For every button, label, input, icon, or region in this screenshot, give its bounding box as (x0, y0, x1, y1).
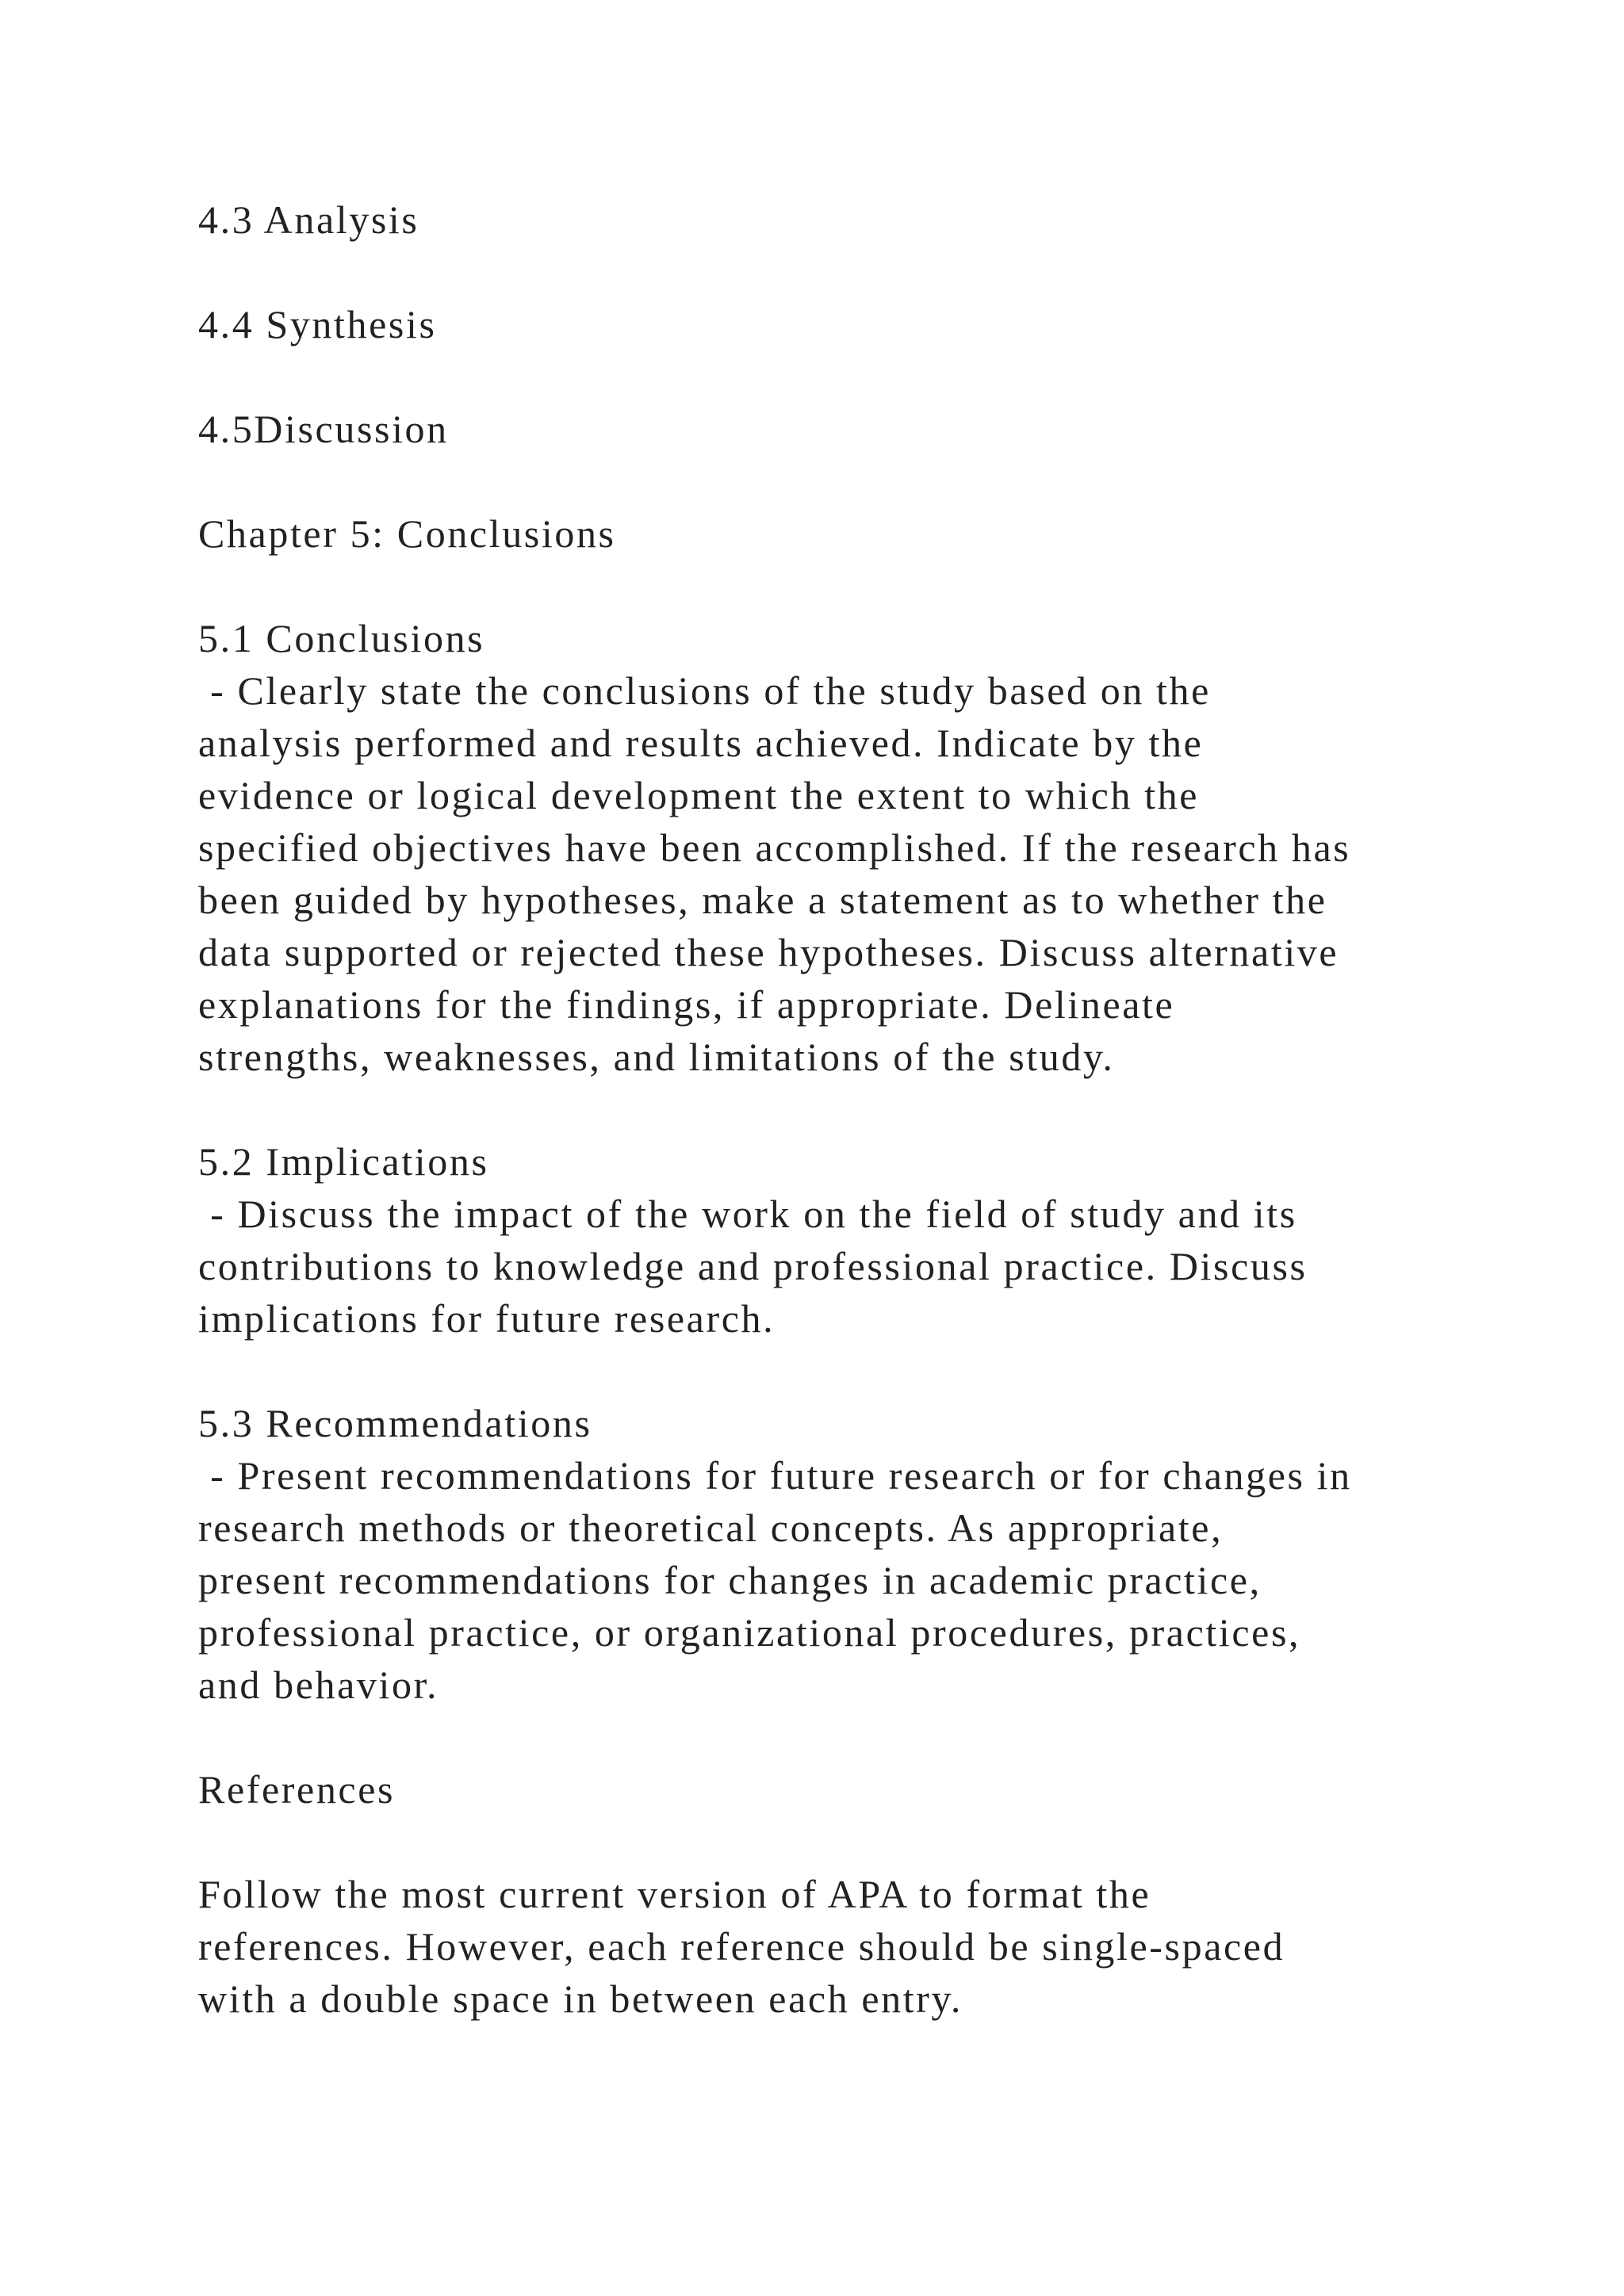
recommendations-text-line: - Present recommendations for future research or for changes in (198, 1453, 1352, 1498)
conclusions-text-line: explanations for the findings, if appropriate. Delineate (198, 982, 1175, 1027)
heading-5-3-recommendations: 5.3 Recommendations (198, 1401, 592, 1445)
recommendations-text-line: and behavior. (198, 1663, 439, 1707)
heading-5-1-conclusions: 5.1 Conclusions (198, 616, 485, 660)
blank-line (198, 560, 1499, 612)
conclusions-text-line: been guided by hypotheses, make a statement as to whether the (198, 878, 1327, 922)
blank-line (198, 1083, 1499, 1135)
heading-4-3-analysis: 4.3 Analysis (198, 197, 419, 242)
chapter-5-title: Chapter 5: Conclusions (198, 511, 616, 556)
references-text-line: references. However, each reference should be single-spaced (198, 1924, 1285, 1969)
recommendations-text-line: research methods or theoretical concepts. As appropriate, (198, 1506, 1224, 1550)
references-text-line: with a double space in between each entry. (198, 1976, 963, 2021)
implications-text-line: - Discuss the impact of the work on the field of study and its (198, 1192, 1297, 1236)
blank-line (198, 1816, 1499, 1868)
conclusions-text-line: analysis performed and results achieved. Indicate by the (198, 721, 1204, 765)
document-body (198, 193, 1499, 2025)
conclusions-text-line: evidence or logical development the extent to which the (198, 773, 1200, 817)
blank-line (198, 455, 1499, 507)
blank-line (198, 246, 1499, 298)
conclusions-text-line: - Clearly state the conclusions of the study based on the (198, 668, 1211, 713)
conclusions-text-line: specified objectives have been accomplished. If the research has (198, 825, 1351, 870)
recommendations-text-line: professional practice, or organizational procedures, practices, (198, 1610, 1301, 1655)
recommendations-text-line: present recommendations for changes in academic practice, (198, 1558, 1262, 1602)
heading-4-4-synthesis: 4.4 Synthesis (198, 302, 437, 346)
heading-4-5-discussion: 4.5Discussion (198, 407, 449, 451)
heading-5-2-implications: 5.2 Implications (198, 1139, 489, 1184)
references-heading: References (198, 1767, 396, 1812)
implications-text-line: contributions to knowledge and professional practice. Discuss (198, 1244, 1308, 1288)
blank-line (198, 1711, 1499, 1763)
conclusions-text-line: data supported or rejected these hypotheses. Discuss alternative (198, 930, 1339, 974)
blank-line (198, 350, 1499, 403)
implications-text-line: implications for future research. (198, 1296, 776, 1341)
conclusions-text-line: strengths, weaknesses, and limitations of the study. (198, 1035, 1115, 1079)
blank-line (198, 1345, 1499, 1397)
references-text-line: Follow the most current version of APA to format the (198, 1872, 1151, 1916)
